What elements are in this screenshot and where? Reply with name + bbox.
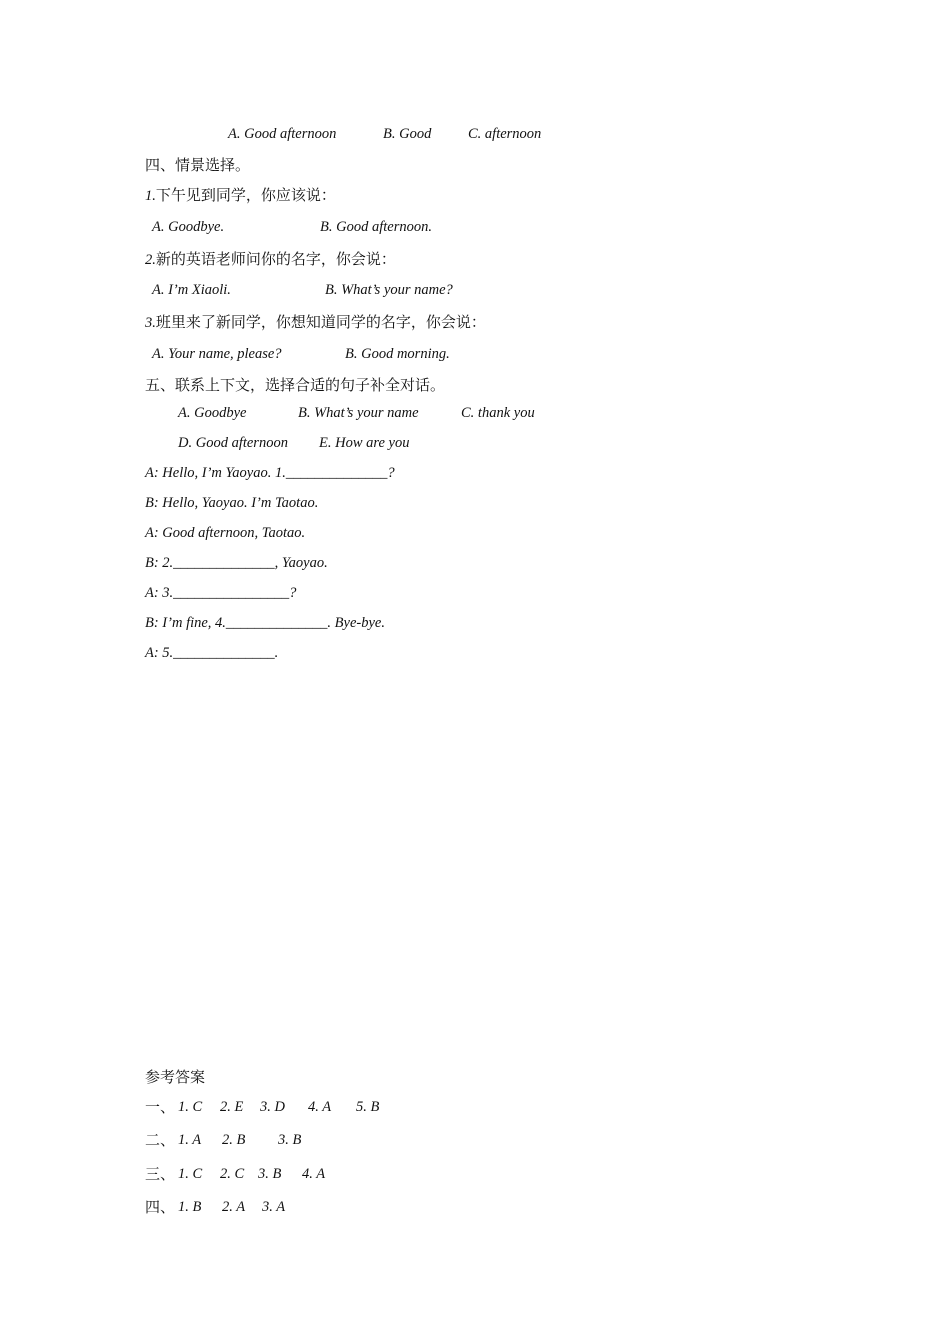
s5-option-d: D. Good afternoon: [178, 435, 288, 451]
answer-3-1: 1. C: [178, 1166, 203, 1182]
answer-row-2-label: 二、: [145, 1131, 176, 1149]
answer-3-4: 4. A: [302, 1166, 326, 1182]
answer-1-2: 2. E: [220, 1099, 244, 1115]
q3-option-b: B. Good morning.: [345, 346, 450, 362]
answer-3-2: 2. C: [220, 1166, 245, 1182]
option-b: B. Good: [383, 126, 432, 142]
answer-1-1: 1. C: [178, 1099, 203, 1115]
answer-2-1: 1. A: [178, 1132, 202, 1148]
answer-2-2: 2. B: [222, 1132, 246, 1148]
q2-option-a: A. I’m Xiaoli.: [152, 282, 231, 298]
q1-text: 下午见到同学，你应该说：: [155, 186, 336, 204]
dialogue-line-4: B: 2.______________, Yaoyao.: [145, 555, 328, 571]
q1-option-a: A. Goodbye.: [152, 219, 225, 235]
answer-4-1: 1. B: [178, 1199, 202, 1215]
dialogue-line-3: A: Good afternoon, Taotao.: [145, 525, 306, 541]
answer-1-5: 5. B: [356, 1099, 380, 1115]
s5-option-e: E. How are you: [319, 435, 410, 451]
dialogue-line-1: A: Hello, I’m Yaoyao. 1.______________?: [145, 465, 395, 481]
answer-row-3-label: 三、: [145, 1165, 176, 1183]
dialogue-line-7: A: 5.______________.: [145, 645, 279, 661]
q1-question: [145, 186, 336, 205]
q3-text: 班里来了新同学，你想知道同学的名字，你会说：: [155, 313, 486, 331]
s5-option-c: C. thank you: [461, 405, 535, 421]
dialogue-line-5: A: 3.________________?: [145, 585, 297, 601]
option-c: C. afternoon: [468, 126, 542, 142]
answer-1-3: 3. D: [260, 1099, 285, 1115]
s5-option-b: B. What’s your name: [298, 405, 419, 421]
answers-title: 参考答案: [145, 1068, 206, 1086]
dialogue-line-2: B: Hello, Yaoyao. I’m Taotao.: [145, 495, 319, 511]
q3-number: 3.: [145, 315, 156, 331]
q1-number: 1.: [145, 188, 156, 204]
q3-option-a: A. Your name, please?: [152, 346, 282, 362]
q2-question: [145, 250, 396, 269]
dialogue-line-6: B: I’m fine, 4.______________. Bye-bye.: [145, 615, 385, 631]
section4-title: 四、情景选择。: [145, 156, 251, 174]
q3-question: [145, 313, 486, 332]
q2-option-b: B. What’s your name?: [325, 282, 453, 298]
answer-4-2: 2. A: [222, 1199, 246, 1215]
answer-2-3: 3. B: [278, 1132, 302, 1148]
answer-row-4-label: 四、: [145, 1198, 176, 1216]
q1-option-b: B. Good afternoon.: [320, 219, 432, 235]
answer-4-3: 3. A: [262, 1199, 286, 1215]
option-a: A. Good afternoon: [228, 126, 337, 142]
answer-row-1-label: 一、: [145, 1098, 176, 1116]
answer-3-3: 3. B: [258, 1166, 282, 1182]
s5-option-a: A. Goodbye: [178, 405, 247, 421]
answer-1-4: 4. A: [308, 1099, 332, 1115]
q2-text: 新的英语老师问你的名字，你会说：: [155, 250, 396, 268]
section5-title: 五、联系上下文，选择合适的句子补全对话。: [145, 376, 446, 394]
q2-number: 2.: [145, 252, 156, 268]
